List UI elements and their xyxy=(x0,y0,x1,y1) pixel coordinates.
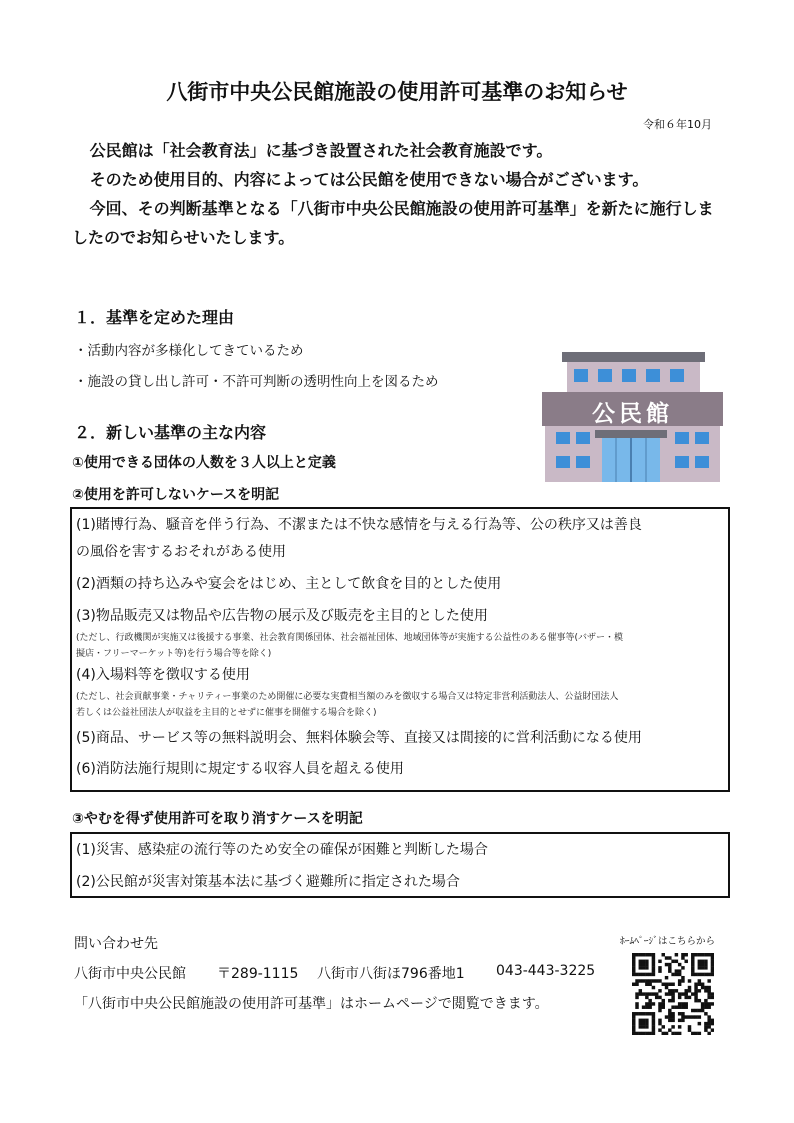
intro-text xyxy=(72,136,722,252)
intro-paragraph: そのため使用目的、内容によっては公民館を使用できない場合がございます。 xyxy=(89,170,649,189)
homepage-note: 「八街市中央公民館施設の使用許可基準」はホームページで閲覧できます。 xyxy=(74,996,549,1012)
case-item: (5)商品、サービス等の無料説明会、無料体験会等、直接又は間接的に営利活動になる使用 xyxy=(76,730,642,746)
section2-heading: ２．新しい基準の主な内容 xyxy=(74,423,267,442)
contact-postal: 〒289-1115 xyxy=(217,966,299,982)
case-item: (3)物品販売又は物品や広告物の展示及び販売を主目的とした使用 xyxy=(76,608,488,624)
case-note: (ただし、行政機関が実施又は後援する事業、社会教育関係団体、社会福祉団体、地域団体等が実施する公益性のある催事等(バザー・模 xyxy=(76,633,624,643)
case-note: 擬店・フリーマーケット等)を行う場合等を除く) xyxy=(76,649,272,659)
case-note: (ただし、社会貢献事業・チャリティー事業のため開催に必要な実費相当額のみを徴収する場合又は特定非営利活動法人、公益財団法人 xyxy=(76,692,619,702)
case-item: (6)消防法施行規則に規定する収容人員を超える使用 xyxy=(76,761,404,777)
case-item: (2)公民館が災害対策基本法に基づく避難所に指定された場合 xyxy=(76,874,460,890)
point2-heading: ②使用を許可しないケースを明記 xyxy=(72,487,280,503)
revocation-cases-box xyxy=(70,832,730,898)
homepage-qr-code[interactable] xyxy=(632,953,714,1035)
case-item: (2)酒類の持ち込みや宴会をはじめ、主として飲食を目的とした使用 xyxy=(76,576,502,592)
case-item: (4)入場料等を徴収する使用 xyxy=(76,667,250,683)
section1-heading: １．基準を定めた理由 xyxy=(74,308,235,327)
case-note: 若しくは公益社団法人が収益を主目的とせずに催事を開催する場合を除く) xyxy=(76,708,377,718)
case-item: (1)賭博行為、騒音を伴う行為、不潔または不快な感情を与える行為等、公の秩序又は善良 xyxy=(76,517,642,533)
point1-heading: ①使用できる団体の人数を３人以上と定義 xyxy=(72,455,336,471)
intro-paragraph: 公民館は「社会教育法」に基づき設置された社会教育施設です。 xyxy=(89,141,553,160)
prohibited-cases-box xyxy=(70,507,730,792)
community-center-illustration xyxy=(540,352,725,484)
contact-phone: 043-443-3225 xyxy=(496,963,596,979)
section1-bullet: ・活動内容が多様化してきているため xyxy=(74,343,304,359)
issue-date: 令和６年10月 xyxy=(643,118,712,131)
contact-org: 八街市中央公民館 xyxy=(74,966,186,982)
point3-heading: ③やむを得ず使用許可を取り消すケースを明記 xyxy=(72,811,363,827)
case-item-continued: の風俗を害するおそれがある使用 xyxy=(76,544,286,560)
intro-paragraph: 今回、その判断基準となる「八街市中央公民館施設の使用許可基準」を新たに施行しましたのでお知らせいたします。 xyxy=(72,199,714,247)
case-item: (1)災害、感染症の流行等のため安全の確保が困難と判断した場合 xyxy=(76,842,488,858)
contact-label: 問い合わせ先 xyxy=(74,936,158,952)
contact-address: 八街市八街ほ796番地1 xyxy=(317,966,465,982)
building-sign-text: 公民館 xyxy=(592,401,673,427)
section1-bullet: ・施設の貸し出し許可・不許可判断の透明性向上を図るため xyxy=(74,374,439,390)
page-title: 八街市中央公民館施設の使用許可基準のお知らせ xyxy=(166,79,628,104)
qr-caption: ﾎｰﾑﾍﾟｰｼﾞはこちらから xyxy=(620,936,716,947)
